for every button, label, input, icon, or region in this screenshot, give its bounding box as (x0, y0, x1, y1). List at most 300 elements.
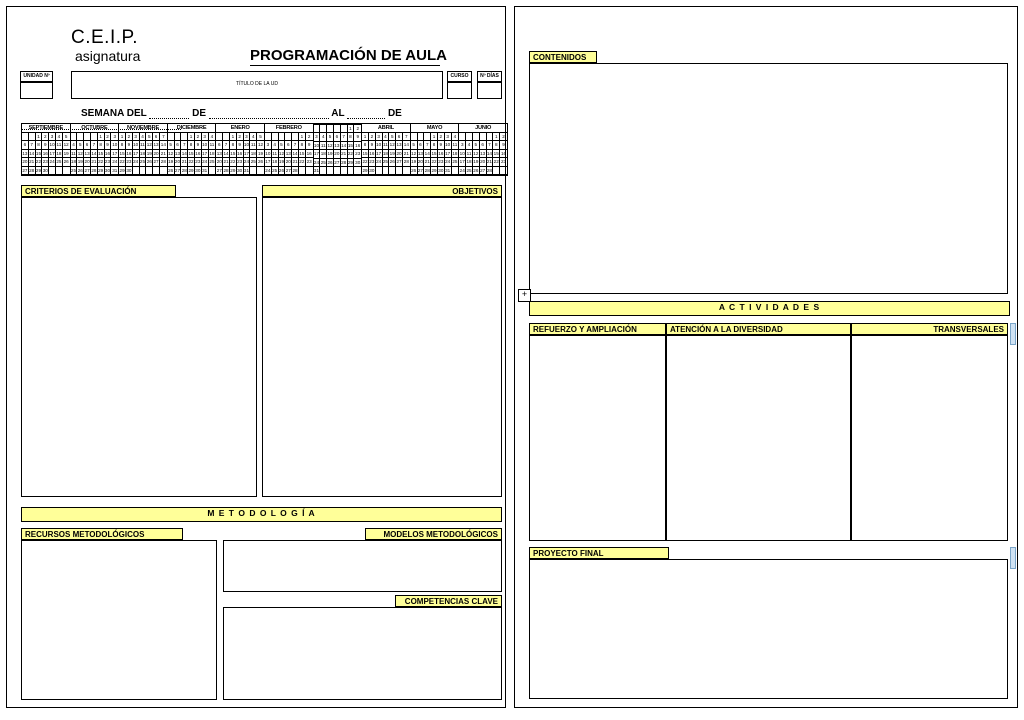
calendar-day-cell[interactable]: 14 (292, 150, 299, 158)
calendar-day-cell[interactable]: 2 (42, 133, 49, 141)
calendar-day-grid[interactable] (411, 133, 459, 175)
proyecto-final-textarea[interactable] (529, 559, 1008, 699)
calendar-day-cell[interactable]: 20 (396, 150, 403, 158)
calendar-day-cell[interactable]: 30 (438, 167, 445, 175)
calendar-day-cell[interactable]: 23 (500, 158, 507, 166)
calendar-day-cell[interactable]: 18 (320, 150, 327, 158)
calendar-day-cell[interactable]: 9 (500, 141, 507, 149)
calendar-day-cell[interactable]: 14 (424, 150, 431, 158)
calendar-day-cell[interactable]: 16 (354, 142, 361, 150)
calendar-day-cell[interactable]: 9 (126, 141, 133, 149)
recursos-metodologicos-textarea[interactable] (21, 540, 217, 700)
calendar-day-cell[interactable]: 18 (272, 158, 279, 166)
calendar-day-cell[interactable]: 10 (244, 141, 251, 149)
calendar-day-cell[interactable]: 1 (36, 133, 43, 141)
calendar-day-cell[interactable]: 11 (383, 141, 390, 149)
calendar-day-cell[interactable]: 22 (98, 158, 105, 166)
calendar-day-grid[interactable] (22, 133, 70, 175)
calendar-day-cell[interactable]: 19 (411, 158, 418, 166)
calendar-day-cell[interactable]: 31 (445, 167, 452, 175)
calendar-day-cell[interactable]: 27 (22, 167, 29, 175)
calendar-day-cell[interactable]: 24 (265, 167, 272, 175)
calendar-day-cell[interactable]: 13 (84, 150, 91, 158)
calendar-day-cell[interactable]: 22 (362, 158, 369, 166)
calendar-day-cell[interactable]: 1 (299, 133, 306, 141)
calendar-day-cell[interactable]: 7 (292, 141, 299, 149)
calendar-day-cell[interactable]: 2 (126, 133, 133, 141)
calendar-day-cell[interactable]: 22 (299, 158, 306, 166)
calendar-day-cell[interactable]: 16 (500, 150, 507, 158)
calendar-day-cell[interactable]: 8 (493, 141, 500, 149)
calendar-day-cell[interactable]: 15 (362, 150, 369, 158)
calendar-day-cell[interactable]: 21 (29, 158, 36, 166)
calendar-day-cell[interactable]: 10 (133, 141, 140, 149)
calendar-day-cell[interactable]: 17 (445, 150, 452, 158)
calendar-day-cell[interactable]: 28 (487, 167, 494, 175)
calendar-day-cell[interactable]: 8 (119, 141, 126, 149)
calendar-day-cell[interactable]: 28 (181, 167, 188, 175)
calendar-day-cell[interactable]: 14 (160, 141, 167, 149)
calendar-day-cell[interactable]: 18 (466, 158, 473, 166)
atencion-diversidad-textarea[interactable] (666, 335, 851, 541)
calendar-day-cell[interactable]: 25 (209, 158, 216, 166)
calendar-day-cell[interactable]: 30 (126, 167, 133, 175)
calendar-day-cell[interactable]: 27 (396, 158, 403, 166)
calendar-day-cell[interactable]: 30 (105, 167, 112, 175)
calendar-day-cell[interactable]: 1 (188, 133, 195, 141)
calendar-day-cell[interactable]: 6 (396, 133, 403, 141)
competencias-clave-textarea[interactable] (223, 607, 502, 700)
calendar-day-cell[interactable]: 31 (111, 167, 118, 175)
calendar-day-cell[interactable]: 25 (272, 167, 279, 175)
calendar-day-cell[interactable]: 6 (480, 141, 487, 149)
calendar-day-cell[interactable]: 3 (445, 133, 452, 141)
calendar-day-cell[interactable]: 26 (146, 158, 153, 166)
calendar-day-cell[interactable]: 13 (418, 150, 425, 158)
calendar-day-cell[interactable]: 20 (22, 158, 29, 166)
calendar-day-cell[interactable]: 6 (418, 141, 425, 149)
calendar-day-cell[interactable]: 18 (209, 150, 216, 158)
calendar-day-cell[interactable]: 4 (320, 133, 327, 141)
calendar-day-cell[interactable]: 22 (348, 150, 355, 158)
calendar-day-cell[interactable]: 29 (36, 167, 43, 175)
calendar-day-cell[interactable]: 7 (160, 133, 167, 141)
calendar-day-cell[interactable]: 2 (195, 133, 202, 141)
calendar-day-cell[interactable]: 24 (376, 158, 383, 166)
calendar-day-cell[interactable]: 26 (411, 167, 418, 175)
contenidos-textarea[interactable] (529, 63, 1008, 294)
calendar-day-cell[interactable]: 2 (438, 133, 445, 141)
calendar-day-cell[interactable]: 6 (175, 141, 182, 149)
calendar-day-cell[interactable]: 16 (438, 150, 445, 158)
calendar-day-grid[interactable] (71, 133, 119, 175)
calendar-day-grid[interactable] (459, 133, 507, 175)
calendar-day-cell[interactable]: 28 (223, 167, 230, 175)
calendar-day-cell[interactable]: 27 (175, 167, 182, 175)
unit-number-input[interactable] (20, 82, 53, 99)
calendar-day-cell[interactable]: 7 (424, 141, 431, 149)
calendar-day-cell[interactable]: 12 (146, 141, 153, 149)
calendar-day-cell[interactable]: 1 (98, 133, 105, 141)
calendar-day-cell[interactable]: 25 (452, 158, 459, 166)
calendar-day-cell[interactable]: 1 (493, 133, 500, 141)
calendar-day-cell[interactable]: 17 (202, 150, 209, 158)
calendar-day-cell[interactable]: 27 (480, 167, 487, 175)
calendar-day-cell[interactable]: 28 (424, 167, 431, 175)
calendar-day-cell[interactable]: 24 (459, 167, 466, 175)
calendar-day-cell[interactable]: 14 (223, 150, 230, 158)
calendar-day-cell[interactable]: 9 (42, 141, 49, 149)
calendar-day-cell[interactable]: 11 (320, 142, 327, 150)
calendar-day-cell[interactable]: 20 (334, 150, 341, 158)
calendar-day-cell[interactable]: 27 (84, 167, 91, 175)
transversales-side-handle[interactable] (1010, 323, 1016, 345)
calendar-day-cell[interactable]: 25 (466, 167, 473, 175)
calendar-day-cell[interactable]: 16 (237, 150, 244, 158)
calendar-day-cell[interactable]: 16 (105, 150, 112, 158)
proyecto-side-handle[interactable] (1010, 547, 1016, 569)
calendar-day-cell[interactable]: 10 (459, 150, 466, 158)
calendar-day-cell[interactable]: 9 (237, 141, 244, 149)
calendar-day-cell[interactable]: 4 (383, 133, 390, 141)
calendar-day-cell[interactable]: 1 (119, 133, 126, 141)
calendar-day-cell[interactable]: 13 (396, 141, 403, 149)
calendar-day-cell[interactable]: 6 (22, 141, 29, 149)
calendar-day-cell[interactable]: 13 (175, 150, 182, 158)
calendar-day-cell[interactable]: 23 (306, 158, 313, 166)
calendar-day-cell[interactable]: 5 (168, 141, 175, 149)
calendar-day-cell[interactable]: 22 (36, 158, 43, 166)
calendar-day-cell[interactable]: 11 (71, 150, 78, 158)
calendar-day-cell[interactable]: 4 (452, 133, 459, 141)
calendar-day-cell[interactable]: 11 (209, 141, 216, 149)
calendar-day-cell[interactable]: 13 (216, 150, 223, 158)
calendar-day-cell[interactable]: 26 (473, 167, 480, 175)
calendar-day-cell[interactable]: 20 (285, 158, 292, 166)
calendar-day-cell[interactable]: 29 (230, 167, 237, 175)
calendar-day-cell[interactable]: 24 (244, 158, 251, 166)
calendar-day-cell[interactable]: 27 (418, 167, 425, 175)
calendar-day-cell[interactable]: 23 (42, 158, 49, 166)
calendar-day-cell[interactable]: 22 (119, 158, 126, 166)
calendar-day-cell[interactable]: 25 (383, 158, 390, 166)
calendar-day-cell[interactable]: 4 (56, 133, 63, 141)
calendar-day-cell[interactable]: 21 (160, 150, 167, 158)
calendar-day-cell[interactable]: 26 (63, 158, 70, 166)
calendar-day-cell[interactable]: 26 (168, 167, 175, 175)
calendar-day-cell[interactable]: 3 (111, 133, 118, 141)
calendar-day-cell[interactable]: 3 (265, 141, 272, 149)
calendar-day-grid[interactable] (216, 133, 264, 175)
calendar-day-cell[interactable]: 18 (71, 158, 78, 166)
calendar-day-grid[interactable] (362, 133, 410, 175)
calendar-day-cell[interactable]: 18 (383, 150, 390, 158)
calendar-day-cell[interactable]: 19 (63, 150, 70, 158)
calendar-day-cell[interactable]: 21 (91, 158, 98, 166)
calendar-day-cell[interactable]: 6 (153, 133, 160, 141)
calendar-day-cell[interactable]: 26 (257, 158, 264, 166)
calendar-day-cell[interactable]: 19 (327, 150, 334, 158)
calendar-day-cell[interactable]: 11 (452, 141, 459, 149)
school-year-calendar[interactable] (21, 123, 508, 176)
calendar-day-cell[interactable]: 5 (63, 133, 70, 141)
calendar-day-cell[interactable]: 13 (153, 141, 160, 149)
calendar-day-cell[interactable]: 28 (160, 158, 167, 166)
calendar-day-cell[interactable]: 1 (348, 125, 355, 133)
calendar-day-cell[interactable]: 17 (111, 150, 118, 158)
calendar-day-cell[interactable]: 30 (42, 167, 49, 175)
calendar-day-cell[interactable]: 13 (480, 150, 487, 158)
calendar-day-cell[interactable]: 7 (487, 141, 494, 149)
calendar-day-cell[interactable]: 14 (29, 150, 36, 158)
calendar-day-cell[interactable]: 5 (327, 133, 334, 141)
calendar-day-cell[interactable]: 19 (389, 150, 396, 158)
calendar-day-cell[interactable]: 8 (230, 141, 237, 149)
calendar-day-cell[interactable]: 6 (216, 141, 223, 149)
calendar-day-cell[interactable]: 4 (250, 133, 257, 141)
calendar-day-cell[interactable]: 31 (202, 167, 209, 175)
calendar-day-cell[interactable]: 2 (105, 133, 112, 141)
calendar-day-cell[interactable]: 17 (459, 158, 466, 166)
calendar-day-cell[interactable]: 12 (77, 150, 84, 158)
calendar-day-cell[interactable]: 24 (111, 158, 118, 166)
calendar-day-cell[interactable]: 4 (140, 133, 147, 141)
calendar-day-cell[interactable]: 29 (119, 167, 126, 175)
calendar-day-cell[interactable]: 24 (202, 158, 209, 166)
calendar-day-cell[interactable]: 12 (327, 142, 334, 150)
calendar-day-cell[interactable]: 4 (466, 141, 473, 149)
calendar-day-cell[interactable]: 8 (188, 141, 195, 149)
calendar-day-cell[interactable]: 26 (279, 167, 286, 175)
calendar-day-cell[interactable]: 14 (341, 142, 348, 150)
calendar-day-cell[interactable]: 17 (376, 150, 383, 158)
calendar-day-cell[interactable]: 2 (237, 133, 244, 141)
transversales-textarea[interactable] (851, 335, 1008, 541)
calendar-day-cell[interactable]: 5 (257, 133, 264, 141)
calendar-day-cell[interactable]: 8 (98, 141, 105, 149)
calendar-day-cell[interactable]: 14 (91, 150, 98, 158)
calendar-day-cell[interactable]: 12 (168, 150, 175, 158)
calendar-day-cell[interactable]: 8 (431, 141, 438, 149)
calendar-day-cell[interactable]: 23 (105, 158, 112, 166)
calendar-day-cell[interactable]: 13 (285, 150, 292, 158)
calendar-day-cell[interactable]: 12 (63, 141, 70, 149)
calendar-day-cell[interactable]: 16 (306, 150, 313, 158)
calendar-day-cell[interactable]: 22 (431, 158, 438, 166)
calendar-day-cell[interactable]: 10 (314, 142, 321, 150)
calendar-day-cell[interactable]: 21 (181, 158, 188, 166)
calendar-day-cell[interactable]: 20 (153, 150, 160, 158)
calendar-day-cell[interactable]: 28 (91, 167, 98, 175)
calendar-day-cell[interactable]: 19 (279, 158, 286, 166)
calendar-day-cell[interactable]: 1 (362, 133, 369, 141)
calendar-day-cell[interactable]: 7 (223, 141, 230, 149)
calendar-day-cell[interactable]: 29 (348, 159, 355, 167)
calendar-day-cell[interactable]: 2 (354, 125, 361, 133)
calendar-day-cell[interactable]: 25 (71, 167, 78, 175)
calendar-day-cell[interactable]: 4 (209, 133, 216, 141)
modelos-metodologicos-textarea[interactable] (223, 540, 502, 592)
calendar-day-cell[interactable]: 10 (111, 141, 118, 149)
calendar-day-cell[interactable]: 5 (279, 141, 286, 149)
calendar-day-cell[interactable]: 10 (376, 141, 383, 149)
calendar-day-cell[interactable]: 15 (119, 150, 126, 158)
calendar-day-cell[interactable]: 7 (91, 141, 98, 149)
calendar-day-cell[interactable]: 3 (202, 133, 209, 141)
calendar-day-cell[interactable]: 25 (320, 159, 327, 167)
calendar-day-cell[interactable]: 17 (49, 150, 56, 158)
calendar-day-cell[interactable]: 10 (445, 141, 452, 149)
calendar-day-cell[interactable]: 11 (250, 141, 257, 149)
calendar-day-cell[interactable]: 5 (411, 141, 418, 149)
calendar-day-cell[interactable]: 8 (36, 141, 43, 149)
calendar-day-cell[interactable]: 12 (411, 150, 418, 158)
calendar-day-cell[interactable]: 22 (493, 158, 500, 166)
calendar-day-cell[interactable]: 14 (403, 141, 410, 149)
calendar-day-cell[interactable]: 26 (389, 158, 396, 166)
calendar-day-cell[interactable]: 12 (257, 141, 264, 149)
calendar-day-cell[interactable]: 23 (438, 158, 445, 166)
calendar-day-cell[interactable]: 9 (105, 141, 112, 149)
calendar-day-cell[interactable]: 15 (348, 142, 355, 150)
calendar-day-cell[interactable]: 18 (56, 150, 63, 158)
calendar-day-cell[interactable]: 19 (473, 158, 480, 166)
calendar-day-cell[interactable]: 15 (188, 150, 195, 158)
calendar-day-cell[interactable]: 30 (237, 167, 244, 175)
calendar-day-cell[interactable]: 30 (354, 159, 361, 167)
calendar-day-cell[interactable]: 21 (341, 150, 348, 158)
calendar-day-cell[interactable]: 23 (195, 158, 202, 166)
calendar-day-cell[interactable]: 19 (168, 158, 175, 166)
refuerzo-ampliacion-textarea[interactable] (529, 335, 666, 541)
calendar-day-cell[interactable]: 12 (473, 150, 480, 158)
calendar-day-cell[interactable]: 1 (431, 133, 438, 141)
calendar-day-cell[interactable]: 7 (341, 133, 348, 141)
calendar-day-cell[interactable]: 11 (272, 150, 279, 158)
calendar-day-cell[interactable]: 21 (487, 158, 494, 166)
calendar-day-cell[interactable]: 10 (49, 141, 56, 149)
calendar-day-cell[interactable]: 19 (146, 150, 153, 158)
calendar-day-cell[interactable]: 9 (354, 133, 361, 141)
calendar-day-cell[interactable]: 15 (493, 150, 500, 158)
calendar-day-cell[interactable]: 15 (299, 150, 306, 158)
calendar-day-cell[interactable]: 9 (438, 141, 445, 149)
calendar-day-cell[interactable]: 29 (98, 167, 105, 175)
calendar-day-cell[interactable]: 5 (146, 133, 153, 141)
calendar-day-cell[interactable]: 13 (22, 150, 29, 158)
calendar-day-cell[interactable]: 23 (354, 150, 361, 158)
calendar-day-cell[interactable]: 19 (77, 158, 84, 166)
calendar-day-cell[interactable]: 15 (431, 150, 438, 158)
calendar-day-grid[interactable] (265, 133, 313, 175)
calendar-day-cell[interactable]: 3 (459, 141, 466, 149)
calendar-day-cell[interactable]: 22 (230, 158, 237, 166)
calendar-day-cell[interactable]: 9 (306, 141, 313, 149)
calendar-day-cell[interactable]: 20 (480, 158, 487, 166)
week-range-row[interactable] (21, 108, 508, 123)
days-input[interactable] (477, 82, 502, 99)
calendar-day-cell[interactable]: 29 (431, 167, 438, 175)
course-input[interactable] (447, 82, 472, 99)
calendar-day-cell[interactable]: 26 (327, 159, 334, 167)
calendar-day-cell[interactable]: 28 (403, 158, 410, 166)
calendar-day-cell[interactable]: 18 (250, 150, 257, 158)
calendar-day-cell[interactable]: 20 (84, 158, 91, 166)
calendar-day-cell[interactable]: 16 (42, 150, 49, 158)
calendar-day-cell[interactable]: 8 (299, 141, 306, 149)
calendar-day-cell[interactable]: 9 (195, 141, 202, 149)
calendar-day-cell[interactable]: 15 (98, 150, 105, 158)
calendar-day-cell[interactable]: 1 (230, 133, 237, 141)
calendar-day-cell[interactable]: 24 (445, 158, 452, 166)
calendar-day-cell[interactable]: 2 (306, 133, 313, 141)
calendar-day-grid[interactable] (168, 133, 216, 175)
calendar-day-cell[interactable]: 25 (250, 158, 257, 166)
calendar-day-cell[interactable]: 16 (195, 150, 202, 158)
calendar-day-cell[interactable]: 16 (126, 150, 133, 158)
calendar-day-cell[interactable]: 16 (369, 150, 376, 158)
calendar-day-cell[interactable]: 11 (140, 141, 147, 149)
calendar-day-cell[interactable]: 28 (29, 167, 36, 175)
calendar-day-cell[interactable]: 6 (334, 133, 341, 141)
calendar-day-cell[interactable]: 21 (223, 158, 230, 166)
calendar-day-cell[interactable]: 10 (202, 141, 209, 149)
unit-title-input[interactable]: TÍTULO DE LA UD (71, 71, 443, 99)
criterios-evaluacion-textarea[interactable] (21, 197, 257, 497)
calendar-day-cell[interactable]: 9 (369, 141, 376, 149)
calendar-day-cell[interactable]: 5 (389, 133, 396, 141)
calendar-day-cell[interactable]: 24 (49, 158, 56, 166)
calendar-day-cell[interactable]: 15 (230, 150, 237, 158)
calendar-day-cell[interactable]: 26 (77, 167, 84, 175)
calendar-day-cell[interactable]: 15 (36, 150, 43, 158)
calendar-day-cell[interactable]: 29 (362, 167, 369, 175)
calendar-day-cell[interactable]: 3 (314, 133, 321, 141)
calendar-day-cell[interactable]: 30 (195, 167, 202, 175)
calendar-day-cell[interactable]: 31 (244, 167, 251, 175)
calendar-day-cell[interactable]: 20 (216, 158, 223, 166)
calendar-day-cell[interactable]: 6 (285, 141, 292, 149)
calendar-day-cell[interactable]: 17 (133, 150, 140, 158)
calendar-day-cell[interactable]: 28 (341, 159, 348, 167)
calendar-day-cell[interactable]: 14 (487, 150, 494, 158)
calendar-day-cell[interactable]: 7 (181, 141, 188, 149)
calendar-day-cell[interactable]: 14 (181, 150, 188, 158)
calendar-day-cell[interactable]: 27 (153, 158, 160, 166)
calendar-day-cell[interactable]: 2 (500, 133, 507, 141)
calendar-day-cell[interactable]: 8 (348, 133, 355, 141)
calendar-day-cell[interactable]: 24 (133, 158, 140, 166)
calendar-day-cell[interactable]: 23 (369, 158, 376, 166)
calendar-day-cell[interactable]: 5 (77, 141, 84, 149)
calendar-day-cell[interactable]: 7 (29, 141, 36, 149)
objetivos-textarea[interactable] (262, 197, 502, 497)
calendar-day-cell[interactable]: 24 (314, 159, 321, 167)
calendar-day-cell[interactable]: 29 (188, 167, 195, 175)
calendar-day-cell[interactable]: 4 (71, 141, 78, 149)
calendar-day-cell[interactable]: 20 (175, 158, 182, 166)
calendar-day-cell[interactable]: 23 (126, 158, 133, 166)
calendar-day-cell[interactable]: 21 (424, 158, 431, 166)
calendar-day-cell[interactable]: 18 (452, 150, 459, 158)
calendar-day-cell[interactable]: 13 (334, 142, 341, 150)
calendar-day-cell[interactable]: 30 (369, 167, 376, 175)
calendar-day-cell[interactable]: 17 (265, 158, 272, 166)
calendar-day-cell[interactable]: 25 (56, 158, 63, 166)
calendar-day-cell[interactable]: 23 (237, 158, 244, 166)
calendar-day-cell[interactable]: 28 (292, 167, 299, 175)
calendar-day-cell[interactable]: 11 (56, 141, 63, 149)
